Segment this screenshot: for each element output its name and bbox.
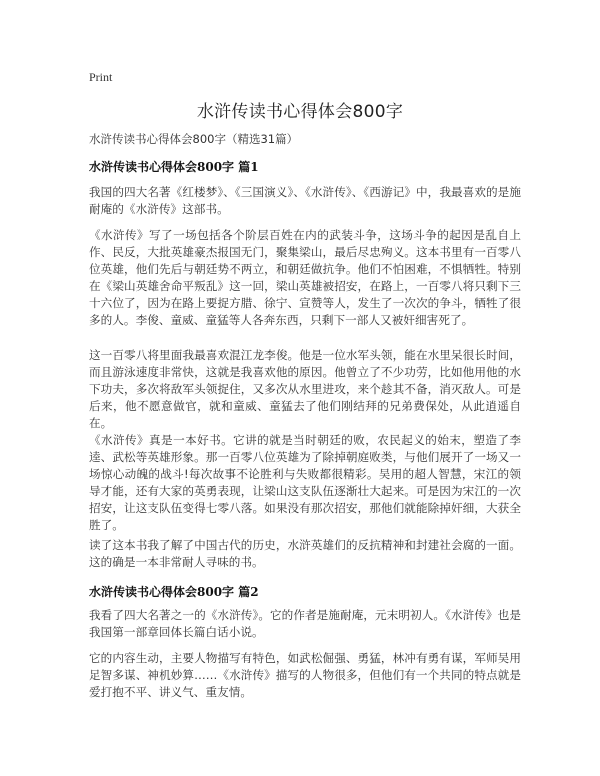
paragraph: 《水浒传》写了一场包括各个阶层百姓在内的武装斗争，这场斗争的起因是乱自上作、民反，大批英雄豪杰报国无门，聚集梁山，最后尽忠殉义。这本书里有一百零八位英雄，他们先后与朝廷势不两立，和朝廷做抗争。他们不怕困难，不惧牺牲。特别在《梁山英雄舍命平叛乱》这一回，梁山英雄被招安，在路上，一百零八将只剩下三十六位了，因为在路上要捉方腊、徐宁、宣赞等人，发生了一次次的争斗，牺牲了很多的人。李俊、童威、童猛等人各奔东西，只剩下一部人又被奸细害死了。 [89, 228, 521, 327]
section-heading-1: 水浒传读书心得体会800字 篇1 [89, 160, 259, 174]
document-subtitle: 水浒传读书心得体会800字（精选31篇） [89, 132, 299, 146]
paragraph: 它的内容生动，主要人物描写有特色，如武松倔强、勇猛，林冲有勇有谋，军师吴用足智多谋、神机妙算……《水浒传》描写的人物很多，但他们有一个共同的特点就是爱打抱不平、讲义气、重友情。 [89, 651, 521, 699]
paragraph: 《水浒传》真是一本好书。它讲的就是当时朝廷的败，农民起义的始末，塑造了李逵、武松等英雄形象。那一百零八位英雄为了除掉朝庭败类，与他们展开了一场又一场惊心动魄的战斗!每次故事不论胜利与失败都很精彩。吴用的超人智慧，宋江的领导才能，还有大家的英勇表现，让梁山这支队伍逐渐壮大起来。可是因为宋江的一次招安，让这支队伍变得七零八落。如果没有那次招安，那他们就能除掉奸细，大获全胜了。 [89, 433, 521, 532]
paragraph: 这一百零八将里面我最喜欢混江龙李俊。他是一位水军头领，能在水里呆很长时间，而且游泳速度非常快，这就是我喜欢他的原因。他曾立了不少功劳，比如他用他的水下功夫，多次将敌军头领捉住，又多次从水里进攻，来个趁其不备，消灭敌人。可是后来，他不愿意做官，就和童威、童猛去了他们刚结拜的兄弟费保处，从此逍遥自在。 [89, 348, 521, 430]
page-title: 水浒传读书心得体会800字 [196, 102, 404, 122]
paragraph: 读了这本书我了解了中国古代的历史，水浒英雄们的反抗精神和封建社会腐的一面。这的确是一本非常耐人寻味的书。 [89, 538, 521, 569]
paragraph: 我看了四大名著之一的《水浒传》。它的作者是施耐庵，元末明初人。《水浒传》也是我国第一部章回体长篇白话小说。 [89, 608, 521, 639]
print-label[interactable]: Print [89, 70, 113, 84]
section-heading-2: 水浒传读书心得体会800字 篇2 [89, 585, 259, 599]
paragraph: 我国的四大名著《红楼梦》、《三国演义》、《水浒传》、《西游记》中，我最喜欢的是施耐庵的《水浒传》这部书。 [89, 185, 521, 216]
